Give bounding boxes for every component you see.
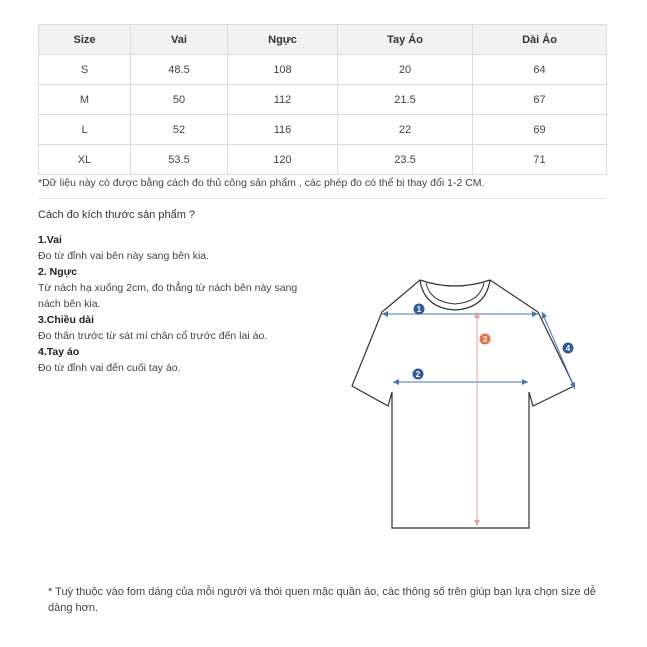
cell-dai-ao: 69 (473, 115, 607, 145)
cell-nguc: 112 (228, 85, 338, 115)
svg-text:3: 3 (482, 335, 488, 344)
tshirt-outline (352, 280, 574, 528)
cell-size: XL (39, 145, 131, 175)
table-row (39, 115, 607, 145)
cell-nguc: 116 (228, 115, 338, 145)
cell-tay-ao: 23.5 (338, 145, 473, 175)
cell-vai: 50 (131, 85, 228, 115)
header-vai: Vai (131, 25, 228, 55)
measurement-note: *Dữ liệu này có được bằng cách đo thủ công sản phẩm , các phép đo có thể bị thay đổi 1-2 CM. (38, 177, 485, 189)
cell-tay-ao: 22 (338, 115, 473, 145)
marker-chest (413, 369, 424, 380)
cell-vai: 48.5 (131, 55, 228, 85)
cell-vai: 53.5 (131, 145, 228, 175)
divider (38, 198, 606, 199)
cell-dai-ao: 64 (473, 55, 607, 85)
guide-heading-chest: 2. Ngực (38, 266, 78, 278)
cell-nguc: 120 (228, 145, 338, 175)
cell-size: M (39, 85, 131, 115)
table-row (39, 55, 607, 85)
marker-shoulder (414, 304, 425, 315)
header-dai-ao: Dài Áo (473, 25, 607, 55)
header-nguc: Ngực (228, 25, 338, 55)
howto-title: Cách đo kích thước sản phẩm ? (38, 209, 196, 221)
cell-vai: 52 (131, 115, 228, 145)
marker-length (480, 334, 491, 345)
guide-text-shoulder: Đo từ đỉnh vai bên này sang bên kia. (38, 250, 210, 262)
marker-sleeve (563, 343, 574, 354)
svg-text:1: 1 (416, 305, 422, 314)
guide-text-chest: Từ nách hạ xuống 2cm, đo thẳng từ nách bên này sang nách bên kia. (38, 282, 298, 310)
guide-heading-sleeve: 4.Tay áo (38, 346, 80, 358)
guide-heading-shoulder: 1.Vai (38, 234, 62, 246)
size-table (38, 24, 607, 175)
measurement-guide (38, 232, 318, 376)
header-tay-ao: Tay Áo (338, 25, 473, 55)
footnote: * Tuỳ thuộc vào fom dáng của mỗi người và thói quen mặc quần áo, các thông số trên giúp bạn lựa chọn size dễ dàng hơn. (48, 586, 596, 614)
cell-tay-ao: 21.5 (338, 85, 473, 115)
table-row (39, 85, 607, 115)
cell-tay-ao: 20 (338, 55, 473, 85)
cell-dai-ao: 67 (473, 85, 607, 115)
cell-nguc: 108 (228, 55, 338, 85)
cell-dai-ao: 71 (473, 145, 607, 175)
guide-text-sleeve: Đo từ đỉnh vai đến cuối tay áo. (38, 362, 181, 374)
tshirt-diagram (340, 270, 590, 540)
guide-heading-length: 3.Chiều dài (38, 314, 95, 326)
guide-text-length: Đo thân trước từ sát mí chân cổ trước đến lai áo. (38, 330, 268, 342)
table-header-row (39, 25, 607, 55)
table-row (39, 145, 607, 175)
header-size: Size (39, 25, 131, 55)
cell-size: L (39, 115, 131, 145)
svg-text:4: 4 (565, 344, 571, 353)
svg-text:2: 2 (415, 370, 421, 379)
cell-size: S (39, 55, 131, 85)
